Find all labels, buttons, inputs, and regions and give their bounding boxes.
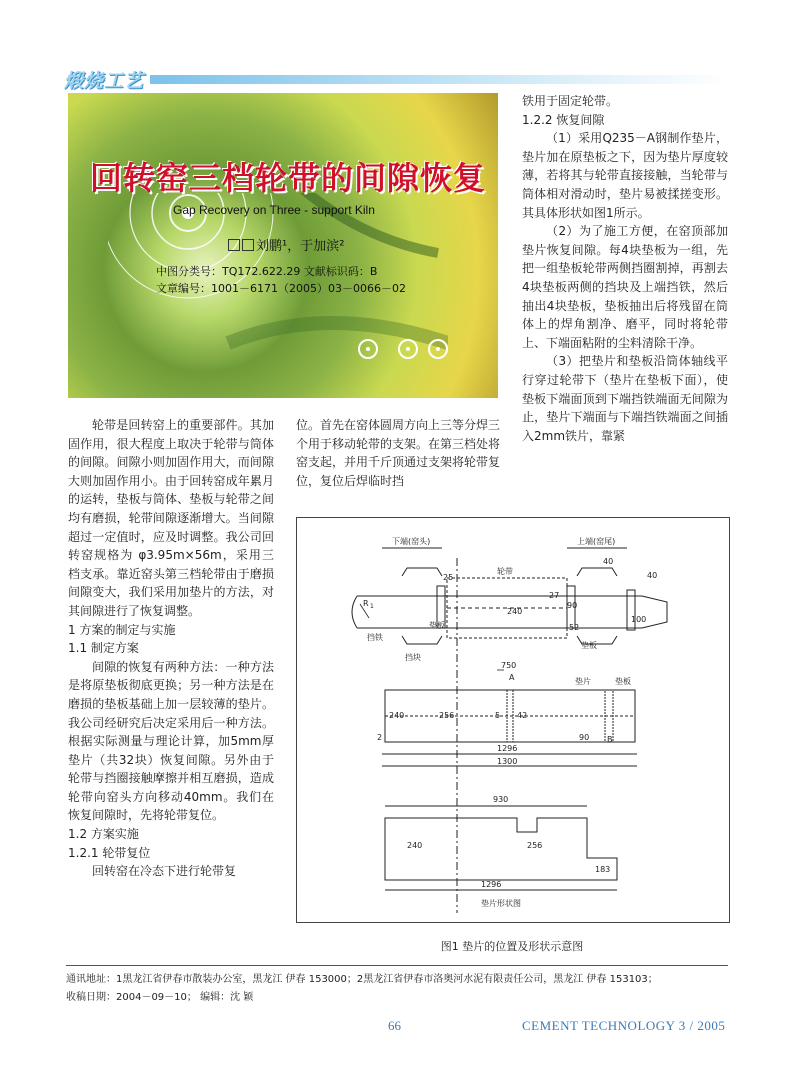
authors: 刘鹏¹，于加滨² [256, 239, 345, 254]
header-bar [150, 75, 730, 84]
dim-256a: 256 [439, 711, 455, 720]
dim-B: B [607, 735, 613, 744]
paragraph: 回转窑在冷态下进行轮带复 [92, 864, 237, 879]
footer-received-date: 收稿日期：2004－09－10； 编辑：沈 颖 [66, 992, 254, 1003]
paragraph: （3）把垫片和垫板沿筒体轴线平行穿过轮带下（垫片在垫板下面），使垫板下端面顶到下端挡铁端面无间隙为止，垫片下端面与下端挡铁端面之间插入2mm铁片，靠紧 [522, 354, 728, 443]
label-shim-shape: 垫片形状图 [481, 899, 521, 908]
english-subtitle: Gap Recovery on Three - support Kiln [173, 203, 375, 217]
dim-40a: 40 [603, 557, 614, 566]
article-title: 回转窑三档轮带的间隙恢复 [89, 159, 486, 197]
subsection-heading: 1.1 制定方案 [68, 641, 139, 656]
footer-rule [66, 965, 728, 966]
journal-name: CEMENT TECHNOLOGY 3 / 2005 [522, 1018, 726, 1033]
label-stop-block: 挡块 [405, 653, 421, 662]
dim-A: A [509, 673, 515, 682]
dim-5: 5 [495, 711, 501, 720]
body-column-middle [296, 416, 500, 490]
dim-930: 930 [493, 795, 509, 804]
body-column-right [522, 92, 728, 445]
dim-1296a: 1296 [497, 744, 518, 753]
page-number: 66 [388, 1018, 401, 1033]
dim-42: 42 [517, 711, 528, 720]
dim-52: 52 [569, 623, 580, 632]
dim-R: R [363, 599, 369, 608]
dim-240a: 240 [507, 607, 523, 616]
paragraph: 位。首先在窑体圆周方向上三等分焊三个用于移动轮带的支架。在第三档处将窑支起，并用千斤顶通过支架将轮带复位，复位后焊临时挡 [296, 418, 501, 488]
label-up-end: 上端(窑尾) [577, 537, 616, 546]
label-pad-plate: 垫板 [429, 621, 445, 630]
paragraph: 间隙的恢复有两种方法：一种方法是将原垫板彻底更换；另一种方法是在磨损的垫板基础上加一层较薄的垫片。我公司经研究后决定采用后一种方法。根据实际测量与理论计算，加5mm厚垫片（共32块）恢复间隙。另外由于轮带与挡圈接触摩擦并相互磨损，造成轮带向窑头方向移动40mm。我们在恢复间隙时，先将轮带复位。 [68, 659, 274, 823]
dim-2: 2 [377, 733, 383, 742]
paragraph: （1）采用Q235－A钢制作垫片，垫片加在原垫板之下，因为垫片厚度较薄，若将其与轮带直接接触，当轮带与筒体相对滑动时，垫片易被揉搓变形。其具体形状如图1所示。 [522, 131, 728, 220]
dim-90: 90 [579, 733, 590, 742]
section-tag: 煅烧工艺 [64, 70, 145, 92]
figure-box [296, 517, 730, 923]
classification-line: 中图分类号：TQ172.622.29 文献标识码：B [156, 265, 378, 278]
subsection-heading: 1.2 方案实施 [68, 827, 139, 842]
dim-25: 25 [443, 573, 454, 582]
dim-R1: 1 [370, 603, 374, 610]
checkbox-glyph-icon [242, 239, 254, 251]
dim-1300: 1300 [497, 757, 518, 766]
hero-banner [68, 93, 498, 398]
dim-750: 750 [501, 661, 517, 670]
label-down-end: 下端(窑头) [392, 537, 431, 546]
footer-address: 通讯地址：1黑龙江省伊春市散装办公室，黑龙江 伊春 153000；2黑龙江省伊春市洛奥河水泥有限责任公司，黑龙江 伊春 153103； [66, 974, 658, 985]
dim-240b: 240 [389, 711, 405, 720]
section-heading: 1 方案的制定与实施 [68, 622, 176, 637]
label-shim: 垫片 [575, 677, 591, 686]
paragraph: （2）为了施工方便，在窑顶部加垫片恢复间隙。每4块垫板为一组，先把一组垫板轮带两侧挡圈割掉，再割去4块垫板两侧的挡块及上端挡铁，然后抽出4块垫板，垫板抽出后将残留在筒体上的焊角割净、磨平，同时将轮带上、下端面粘附的尘料清除干净。 [522, 224, 728, 350]
article-number-line: 文章编号：1001－6171（2005）03－0066－02 [156, 282, 406, 295]
dim-240c: 240 [407, 841, 423, 850]
subsubsection-heading: 1.2.2 恢复间隙 [522, 112, 605, 127]
dim-256b: 256 [527, 841, 543, 850]
shim-diagram [297, 518, 729, 922]
paragraph: 铁用于固定轮带。 [522, 94, 619, 108]
label-pad-plate-mid: 垫板 [615, 677, 631, 686]
dim-183: 183 [595, 865, 611, 874]
figure-caption: 图1 垫片的位置及形状示意图 [440, 940, 584, 953]
label-stop-iron: 挡铁 [367, 633, 383, 642]
dim-90b: 90 [567, 601, 578, 610]
authors-line [228, 235, 344, 254]
dim-100: 100 [631, 615, 647, 624]
checkbox-glyph-icon [228, 239, 240, 251]
paragraph: 轮带是回转窑上的重要部件。其加固作用，很大程度上取决于轮带与筒体的间隙。间隙小则加固作用大，而间隙大则加固作用小。由于回转窑成年累月的运转，垫板与筒体、垫板与轮带之间均有磨损，轮带间隙逐渐增大。当间隙超过一定值时，应及时调整。我公司回转窑规格为 φ3.95m×56m，采用三档支承。靠近窑头第三档轮带由于磨损间隙变大，我们采用加垫片的方法，对其间隙进行了恢复调整。 [68, 418, 274, 618]
label-pad-plate-right: 垫板 [581, 641, 597, 650]
label-tyre: 轮带 [497, 567, 513, 576]
dim-27: 27 [549, 591, 560, 600]
subsubsection-heading: 1.2.1 轮带复位 [68, 845, 151, 860]
dim-40b: 40 [647, 571, 658, 580]
body-column-left [68, 416, 274, 881]
dim-1296b: 1296 [481, 880, 502, 889]
